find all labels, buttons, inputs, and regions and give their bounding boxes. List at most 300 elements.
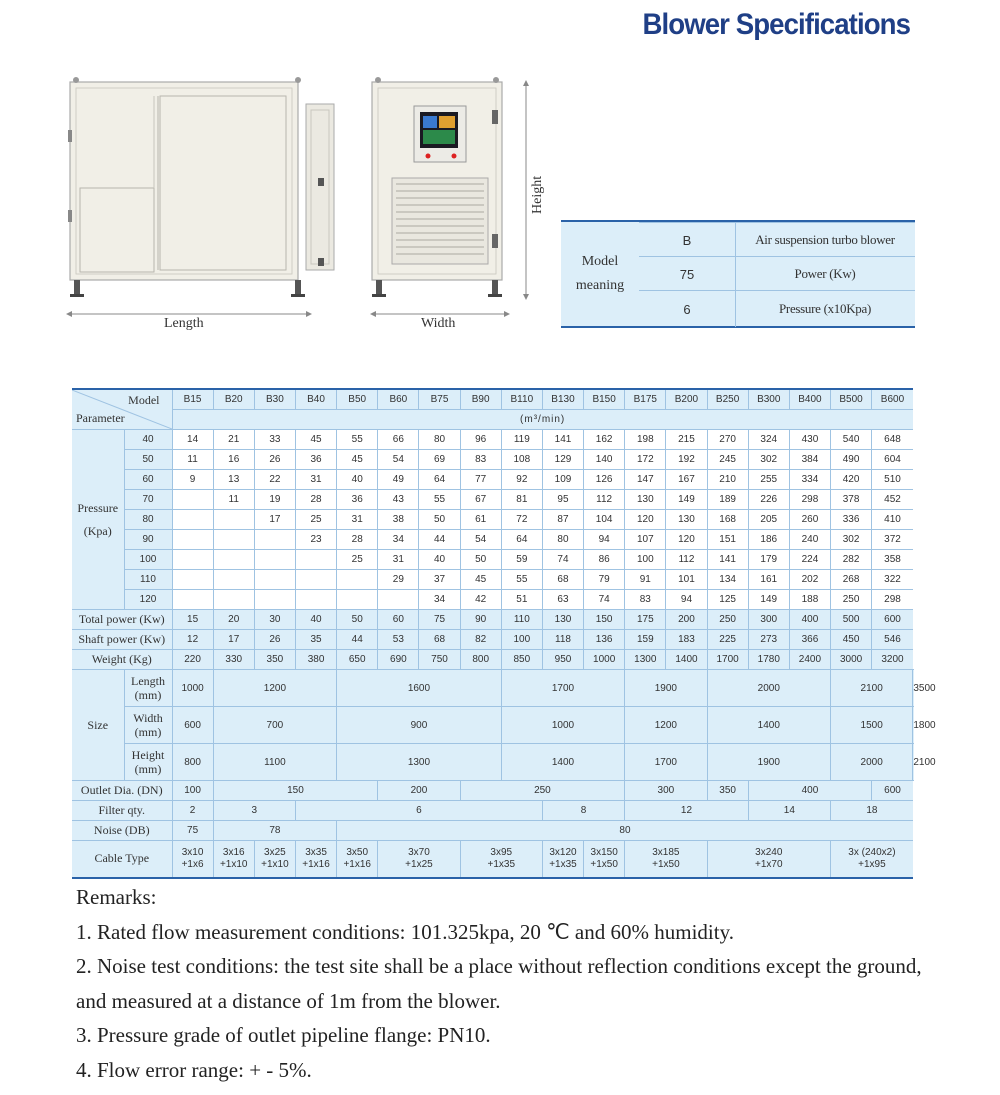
- flow-cell: 34: [378, 530, 419, 550]
- width-cell: 600: [172, 707, 213, 744]
- flow-cell: 31: [337, 510, 378, 530]
- table-row: [72, 430, 913, 450]
- flow-cell: 167: [666, 470, 707, 490]
- flow-cell: 226: [748, 490, 789, 510]
- flow-cell: 61: [460, 510, 501, 530]
- table-row: [72, 801, 913, 821]
- pressure-label: Pressure (Kpa): [72, 430, 124, 610]
- shaft-power-label: Shaft power (Kw): [72, 630, 172, 650]
- outlet-cell: 350: [707, 781, 748, 801]
- flow-cell: 147: [625, 470, 666, 490]
- model-parameter-header: [72, 389, 172, 430]
- flow-cell: 26: [254, 450, 295, 470]
- pressure-value: 70: [124, 490, 172, 510]
- flow-cell: 108: [501, 450, 542, 470]
- shaft-power-cell: 366: [789, 630, 830, 650]
- cable-cell: 3x25 +1x10: [254, 841, 295, 878]
- flow-cell: 23: [295, 530, 336, 550]
- flow-cell: 130: [666, 510, 707, 530]
- model-column-header: B500: [831, 389, 872, 410]
- flow-cell: 324: [748, 430, 789, 450]
- height-cell: 1400: [501, 744, 624, 781]
- flow-cell: [254, 590, 295, 610]
- outlet-label: Outlet Dia. (DN): [72, 781, 172, 801]
- flow-cell: 224: [789, 550, 830, 570]
- flow-cell: 188: [789, 590, 830, 610]
- table-row: [72, 450, 913, 470]
- height-cell: 1900: [707, 744, 830, 781]
- flow-cell: 186: [748, 530, 789, 550]
- width-label: Width: [421, 316, 456, 331]
- flow-cell: 141: [542, 430, 583, 450]
- width-cell: 1000: [501, 707, 624, 744]
- model-column-header: B175: [625, 389, 666, 410]
- flow-cell: 28: [295, 490, 336, 510]
- flow-cell: 302: [748, 450, 789, 470]
- weight-cell: 1000: [584, 650, 625, 670]
- flow-cell: 250: [831, 590, 872, 610]
- flow-cell: 25: [295, 510, 336, 530]
- weight-cell: 690: [378, 650, 419, 670]
- length-cell: 1000: [172, 670, 213, 707]
- table-row: [72, 389, 913, 410]
- flow-cell: 151: [707, 530, 748, 550]
- table-row: [72, 610, 913, 630]
- outlet-cell: 100: [172, 781, 213, 801]
- flow-cell: 540: [831, 430, 872, 450]
- cable-cell: 3x50 +1x16: [337, 841, 378, 878]
- flow-cell: 100: [625, 550, 666, 570]
- parameter-header-label: Parameter: [76, 411, 125, 425]
- flow-cell: 648: [872, 430, 913, 450]
- cable-label: Cable Type: [72, 841, 172, 878]
- shaft-power-cell: 82: [460, 630, 501, 650]
- noise-cell: 75: [172, 821, 213, 841]
- weight-cell: 1300: [625, 650, 666, 670]
- total-power-cell: 50: [337, 610, 378, 630]
- weight-cell: 800: [460, 650, 501, 670]
- flow-cell: [172, 570, 213, 590]
- flow-cell: 29: [378, 570, 419, 590]
- flow-cell: [213, 510, 254, 530]
- flow-cell: 282: [831, 550, 872, 570]
- flow-cell: [295, 570, 336, 590]
- pressure-value: 50: [124, 450, 172, 470]
- flow-cell: 54: [460, 530, 501, 550]
- total-power-cell: 130: [542, 610, 583, 630]
- table-row: [72, 470, 913, 490]
- model-meaning-row: 75 Power (Kw): [639, 256, 915, 291]
- flow-cell: [213, 550, 254, 570]
- flow-cell: 149: [666, 490, 707, 510]
- total-power-cell: 30: [254, 610, 295, 630]
- flow-cell: 334: [789, 470, 830, 490]
- model-column-header: B400: [789, 389, 830, 410]
- flow-cell: 54: [378, 450, 419, 470]
- flow-cell: 604: [872, 450, 913, 470]
- flow-cell: 168: [707, 510, 748, 530]
- table-row: [72, 530, 913, 550]
- flow-cell: 101: [666, 570, 707, 590]
- filter-cell: 14: [748, 801, 830, 821]
- pressure-value: 80: [124, 510, 172, 530]
- flow-cell: 25: [337, 550, 378, 570]
- shaft-power-cell: 26: [254, 630, 295, 650]
- flow-cell: 31: [295, 470, 336, 490]
- shaft-power-cell: 53: [378, 630, 419, 650]
- height-cell: 2000: [831, 744, 913, 781]
- table-row: [72, 630, 913, 650]
- pressure-value: 120: [124, 590, 172, 610]
- flow-cell: 119: [501, 430, 542, 450]
- filter-cell: 3: [213, 801, 295, 821]
- flow-cell: 268: [831, 570, 872, 590]
- flow-cell: 63: [542, 590, 583, 610]
- model-column-header: B300: [748, 389, 789, 410]
- flow-cell: [172, 530, 213, 550]
- flow-cell: 64: [419, 470, 460, 490]
- flow-cell: [213, 530, 254, 550]
- flow-cell: 92: [501, 470, 542, 490]
- flow-cell: 302: [831, 530, 872, 550]
- flow-cell: 120: [625, 510, 666, 530]
- shaft-power-cell: 44: [337, 630, 378, 650]
- flow-cell: 95: [542, 490, 583, 510]
- model-column-header: B15: [172, 389, 213, 410]
- flow-cell: 149: [748, 590, 789, 610]
- length-label: Length: [164, 316, 204, 331]
- shaft-power-cell: 17: [213, 630, 254, 650]
- flow-cell: 55: [337, 430, 378, 450]
- flow-cell: 40: [337, 470, 378, 490]
- table-row: [72, 841, 913, 878]
- flow-cell: 420: [831, 470, 872, 490]
- noise-cell: 78: [213, 821, 336, 841]
- table-row: [72, 590, 913, 610]
- cable-cell: 3x185 +1x50: [625, 841, 707, 878]
- flow-cell: 141: [707, 550, 748, 570]
- model-column-header: B130: [542, 389, 583, 410]
- flow-cell: [254, 570, 295, 590]
- height-label: Height: [530, 175, 545, 214]
- flow-cell: 17: [254, 510, 295, 530]
- flow-cell: 130: [625, 490, 666, 510]
- table-row: [72, 707, 913, 744]
- filter-label: Filter qty.: [72, 801, 172, 821]
- flow-cell: 161: [748, 570, 789, 590]
- weight-cell: 350: [254, 650, 295, 670]
- flow-cell: 109: [542, 470, 583, 490]
- table-row: [72, 510, 913, 530]
- height-cell: 1100: [213, 744, 336, 781]
- table-row: [72, 570, 913, 590]
- flow-cell: 55: [501, 570, 542, 590]
- flow-cell: 112: [666, 550, 707, 570]
- flow-cell: 21: [213, 430, 254, 450]
- flow-cell: 74: [584, 590, 625, 610]
- shaft-power-cell: 100: [501, 630, 542, 650]
- flow-cell: 33: [254, 430, 295, 450]
- model-column-header: B30: [254, 389, 295, 410]
- pressure-value: 40: [124, 430, 172, 450]
- flow-cell: 36: [295, 450, 336, 470]
- model-column-header: B40: [295, 389, 336, 410]
- flow-cell: 66: [378, 430, 419, 450]
- filter-cell: 18: [831, 801, 913, 821]
- flow-cell: 112: [584, 490, 625, 510]
- flow-cell: 51: [501, 590, 542, 610]
- outlet-cell: 600: [872, 781, 913, 801]
- shaft-power-cell: 159: [625, 630, 666, 650]
- flow-cell: 298: [872, 590, 913, 610]
- flow-cell: [172, 550, 213, 570]
- flow-cell: 11: [213, 490, 254, 510]
- flow-cell: 172: [625, 450, 666, 470]
- table-row: [72, 821, 913, 841]
- flow-cell: 107: [625, 530, 666, 550]
- table-row: [72, 410, 913, 430]
- total-power-cell: 90: [460, 610, 501, 630]
- blower-side-view: [62, 70, 342, 310]
- cable-cell: 3x95 +1x35: [460, 841, 542, 878]
- width-cell: 700: [213, 707, 336, 744]
- flow-cell: 192: [666, 450, 707, 470]
- flow-cell: 120: [666, 530, 707, 550]
- flow-cell: [378, 590, 419, 610]
- length-cell: 1600: [337, 670, 502, 707]
- flow-cell: 77: [460, 470, 501, 490]
- flow-cell: 126: [584, 470, 625, 490]
- shaft-power-cell: 273: [748, 630, 789, 650]
- shaft-power-cell: 35: [295, 630, 336, 650]
- flow-cell: [172, 590, 213, 610]
- weight-cell: 1700: [707, 650, 748, 670]
- model-column-header: B250: [707, 389, 748, 410]
- flow-cell: 37: [419, 570, 460, 590]
- flow-cell: 322: [872, 570, 913, 590]
- total-power-cell: 400: [789, 610, 830, 630]
- flow-cell: 44: [419, 530, 460, 550]
- flow-cell: 510: [872, 470, 913, 490]
- flow-cell: 36: [337, 490, 378, 510]
- width-cell: 900: [337, 707, 502, 744]
- model-column-header: B600: [872, 389, 913, 410]
- weight-cell: 220: [172, 650, 213, 670]
- cable-cell: 3x (240x2) +1x95: [831, 841, 913, 878]
- flow-cell: 31: [378, 550, 419, 570]
- total-power-cell: 15: [172, 610, 213, 630]
- weight-cell: 3000: [831, 650, 872, 670]
- flow-cell: [254, 550, 295, 570]
- flow-cell: 125: [707, 590, 748, 610]
- model-meaning-row: B Air suspension turbo blower: [639, 222, 915, 257]
- flow-cell: 28: [337, 530, 378, 550]
- remarks-heading: Remarks:: [76, 885, 157, 909]
- model-meaning-row: 6 Pressure (x10Kpa): [639, 290, 915, 327]
- total-power-cell: 110: [501, 610, 542, 630]
- flow-cell: 83: [460, 450, 501, 470]
- outlet-cell: 250: [460, 781, 625, 801]
- remark-item: 3. Pressure grade of outlet pipeline flange: PN10.: [76, 1023, 491, 1047]
- model-meaning-table: [561, 220, 915, 328]
- flow-cell: 210: [707, 470, 748, 490]
- flow-cell: [213, 590, 254, 610]
- flow-cell: 94: [584, 530, 625, 550]
- table-row: [72, 490, 913, 510]
- flow-cell: 215: [666, 430, 707, 450]
- flow-cell: 86: [584, 550, 625, 570]
- flow-cell: 372: [872, 530, 913, 550]
- flow-cell: 40: [419, 550, 460, 570]
- pressure-value: 90: [124, 530, 172, 550]
- flow-cell: 198: [625, 430, 666, 450]
- shaft-power-cell: 450: [831, 630, 872, 650]
- flow-cell: 202: [789, 570, 830, 590]
- specification-table: [72, 388, 936, 879]
- flow-cell: 378: [831, 490, 872, 510]
- weight-cell: 2400: [789, 650, 830, 670]
- weight-label: Weight (Kg): [72, 650, 172, 670]
- cable-cell: 3x35 +1x16: [295, 841, 336, 878]
- cable-cell: 3x70 +1x25: [378, 841, 460, 878]
- flow-cell: 270: [707, 430, 748, 450]
- model-column-header: B75: [419, 389, 460, 410]
- flow-cell: 189: [707, 490, 748, 510]
- filter-cell: 8: [542, 801, 624, 821]
- flow-cell: 490: [831, 450, 872, 470]
- shaft-power-cell: 225: [707, 630, 748, 650]
- height-cell: 1300: [337, 744, 502, 781]
- flow-cell: 83: [625, 590, 666, 610]
- flow-cell: 104: [584, 510, 625, 530]
- pressure-value: 100: [124, 550, 172, 570]
- weight-cell: 950: [542, 650, 583, 670]
- flow-cell: 384: [789, 450, 830, 470]
- flow-cell: [295, 590, 336, 610]
- pressure-value: 110: [124, 570, 172, 590]
- length-cell: 1700: [501, 670, 624, 707]
- total-power-label: Total power (Kw): [72, 610, 172, 630]
- remark-item: 4. Flow error range: + - 5%.: [76, 1057, 312, 1082]
- shaft-power-cell: 546: [872, 630, 913, 650]
- model-column-header: B20: [213, 389, 254, 410]
- flow-cell: 162: [584, 430, 625, 450]
- flow-cell: 38: [378, 510, 419, 530]
- flow-cell: 34: [419, 590, 460, 610]
- remark-item: 1. Rated flow measurement conditions: 101.325kpa, 20 ℃ and 60% humidity.: [76, 919, 734, 944]
- flow-cell: 94: [666, 590, 707, 610]
- remarks: [76, 880, 936, 1087]
- flow-cell: [337, 590, 378, 610]
- width-cell: 1400: [707, 707, 830, 744]
- table-row: [72, 744, 913, 781]
- length-cell: 2000: [707, 670, 830, 707]
- pressure-value: 60: [124, 470, 172, 490]
- total-power-cell: 175: [625, 610, 666, 630]
- total-power-cell: 150: [584, 610, 625, 630]
- flow-cell: 13: [213, 470, 254, 490]
- outlet-cell: 200: [378, 781, 460, 801]
- height-cell: 800: [172, 744, 213, 781]
- flow-cell: 49: [378, 470, 419, 490]
- outlet-cell: 300: [625, 781, 707, 801]
- flow-cell: 45: [337, 450, 378, 470]
- noise-label: Noise (DB): [72, 821, 172, 841]
- weight-cell: 3200: [872, 650, 913, 670]
- size-label: Size: [72, 670, 124, 781]
- flow-cell: 16: [213, 450, 254, 470]
- flow-cell: 179: [748, 550, 789, 570]
- weight-cell: 330: [213, 650, 254, 670]
- flow-cell: 81: [501, 490, 542, 510]
- outlet-cell: 150: [213, 781, 378, 801]
- model-header-label: Model: [128, 393, 160, 407]
- cable-cell: 3x120 +1x35: [542, 841, 583, 878]
- model-meaning-label: Model meaning: [575, 254, 625, 293]
- flow-cell: 96: [460, 430, 501, 450]
- height-cell: 1700: [625, 744, 707, 781]
- weight-cell: 1400: [666, 650, 707, 670]
- length-cell: 1900: [625, 670, 707, 707]
- flow-cell: 22: [254, 470, 295, 490]
- table-row: [72, 781, 913, 801]
- flow-cell: 140: [584, 450, 625, 470]
- table-row: [72, 550, 913, 570]
- cable-cell: 3x240 +1x70: [707, 841, 830, 878]
- filter-cell: 12: [625, 801, 748, 821]
- model-column-header: B60: [378, 389, 419, 410]
- flow-cell: 55: [419, 490, 460, 510]
- flow-cell: [172, 510, 213, 530]
- table-row: [72, 670, 913, 707]
- flow-cell: 59: [501, 550, 542, 570]
- model-column-header: B50: [337, 389, 378, 410]
- flow-cell: [295, 550, 336, 570]
- flow-cell: 64: [501, 530, 542, 550]
- flow-cell: 45: [460, 570, 501, 590]
- page-title: Blower Specifications: [642, 8, 910, 41]
- flow-cell: 255: [748, 470, 789, 490]
- flow-cell: 336: [831, 510, 872, 530]
- length-cell: 1200: [213, 670, 336, 707]
- flow-cell: 9: [172, 470, 213, 490]
- flow-cell: 45: [295, 430, 336, 450]
- filter-cell: 6: [295, 801, 542, 821]
- flow-cell: 240: [789, 530, 830, 550]
- flow-cell: 80: [419, 430, 460, 450]
- total-power-cell: 40: [295, 610, 336, 630]
- weight-cell: 1780: [748, 650, 789, 670]
- shaft-power-cell: 12: [172, 630, 213, 650]
- length-label: Length (mm): [124, 670, 172, 707]
- flow-cell: 19: [254, 490, 295, 510]
- weight-cell: 850: [501, 650, 542, 670]
- weight-cell: 750: [419, 650, 460, 670]
- flow-cell: 410: [872, 510, 913, 530]
- length-cell: 2100: [831, 670, 913, 707]
- blower-front-view: [366, 70, 516, 310]
- flow-cell: 42: [460, 590, 501, 610]
- flow-cell: [172, 490, 213, 510]
- remark-item: 2. Noise test conditions: the test site shall be a place without reflection conditions except the ground, and measured at a distance of 1m from the blower.: [76, 954, 922, 1013]
- height-label: Height (mm): [124, 744, 172, 781]
- model-column-header: B200: [666, 389, 707, 410]
- cable-cell: 3x16 +1x10: [213, 841, 254, 878]
- model-column-header: B90: [460, 389, 501, 410]
- flow-cell: 14: [172, 430, 213, 450]
- total-power-cell: 20: [213, 610, 254, 630]
- flow-cell: 69: [419, 450, 460, 470]
